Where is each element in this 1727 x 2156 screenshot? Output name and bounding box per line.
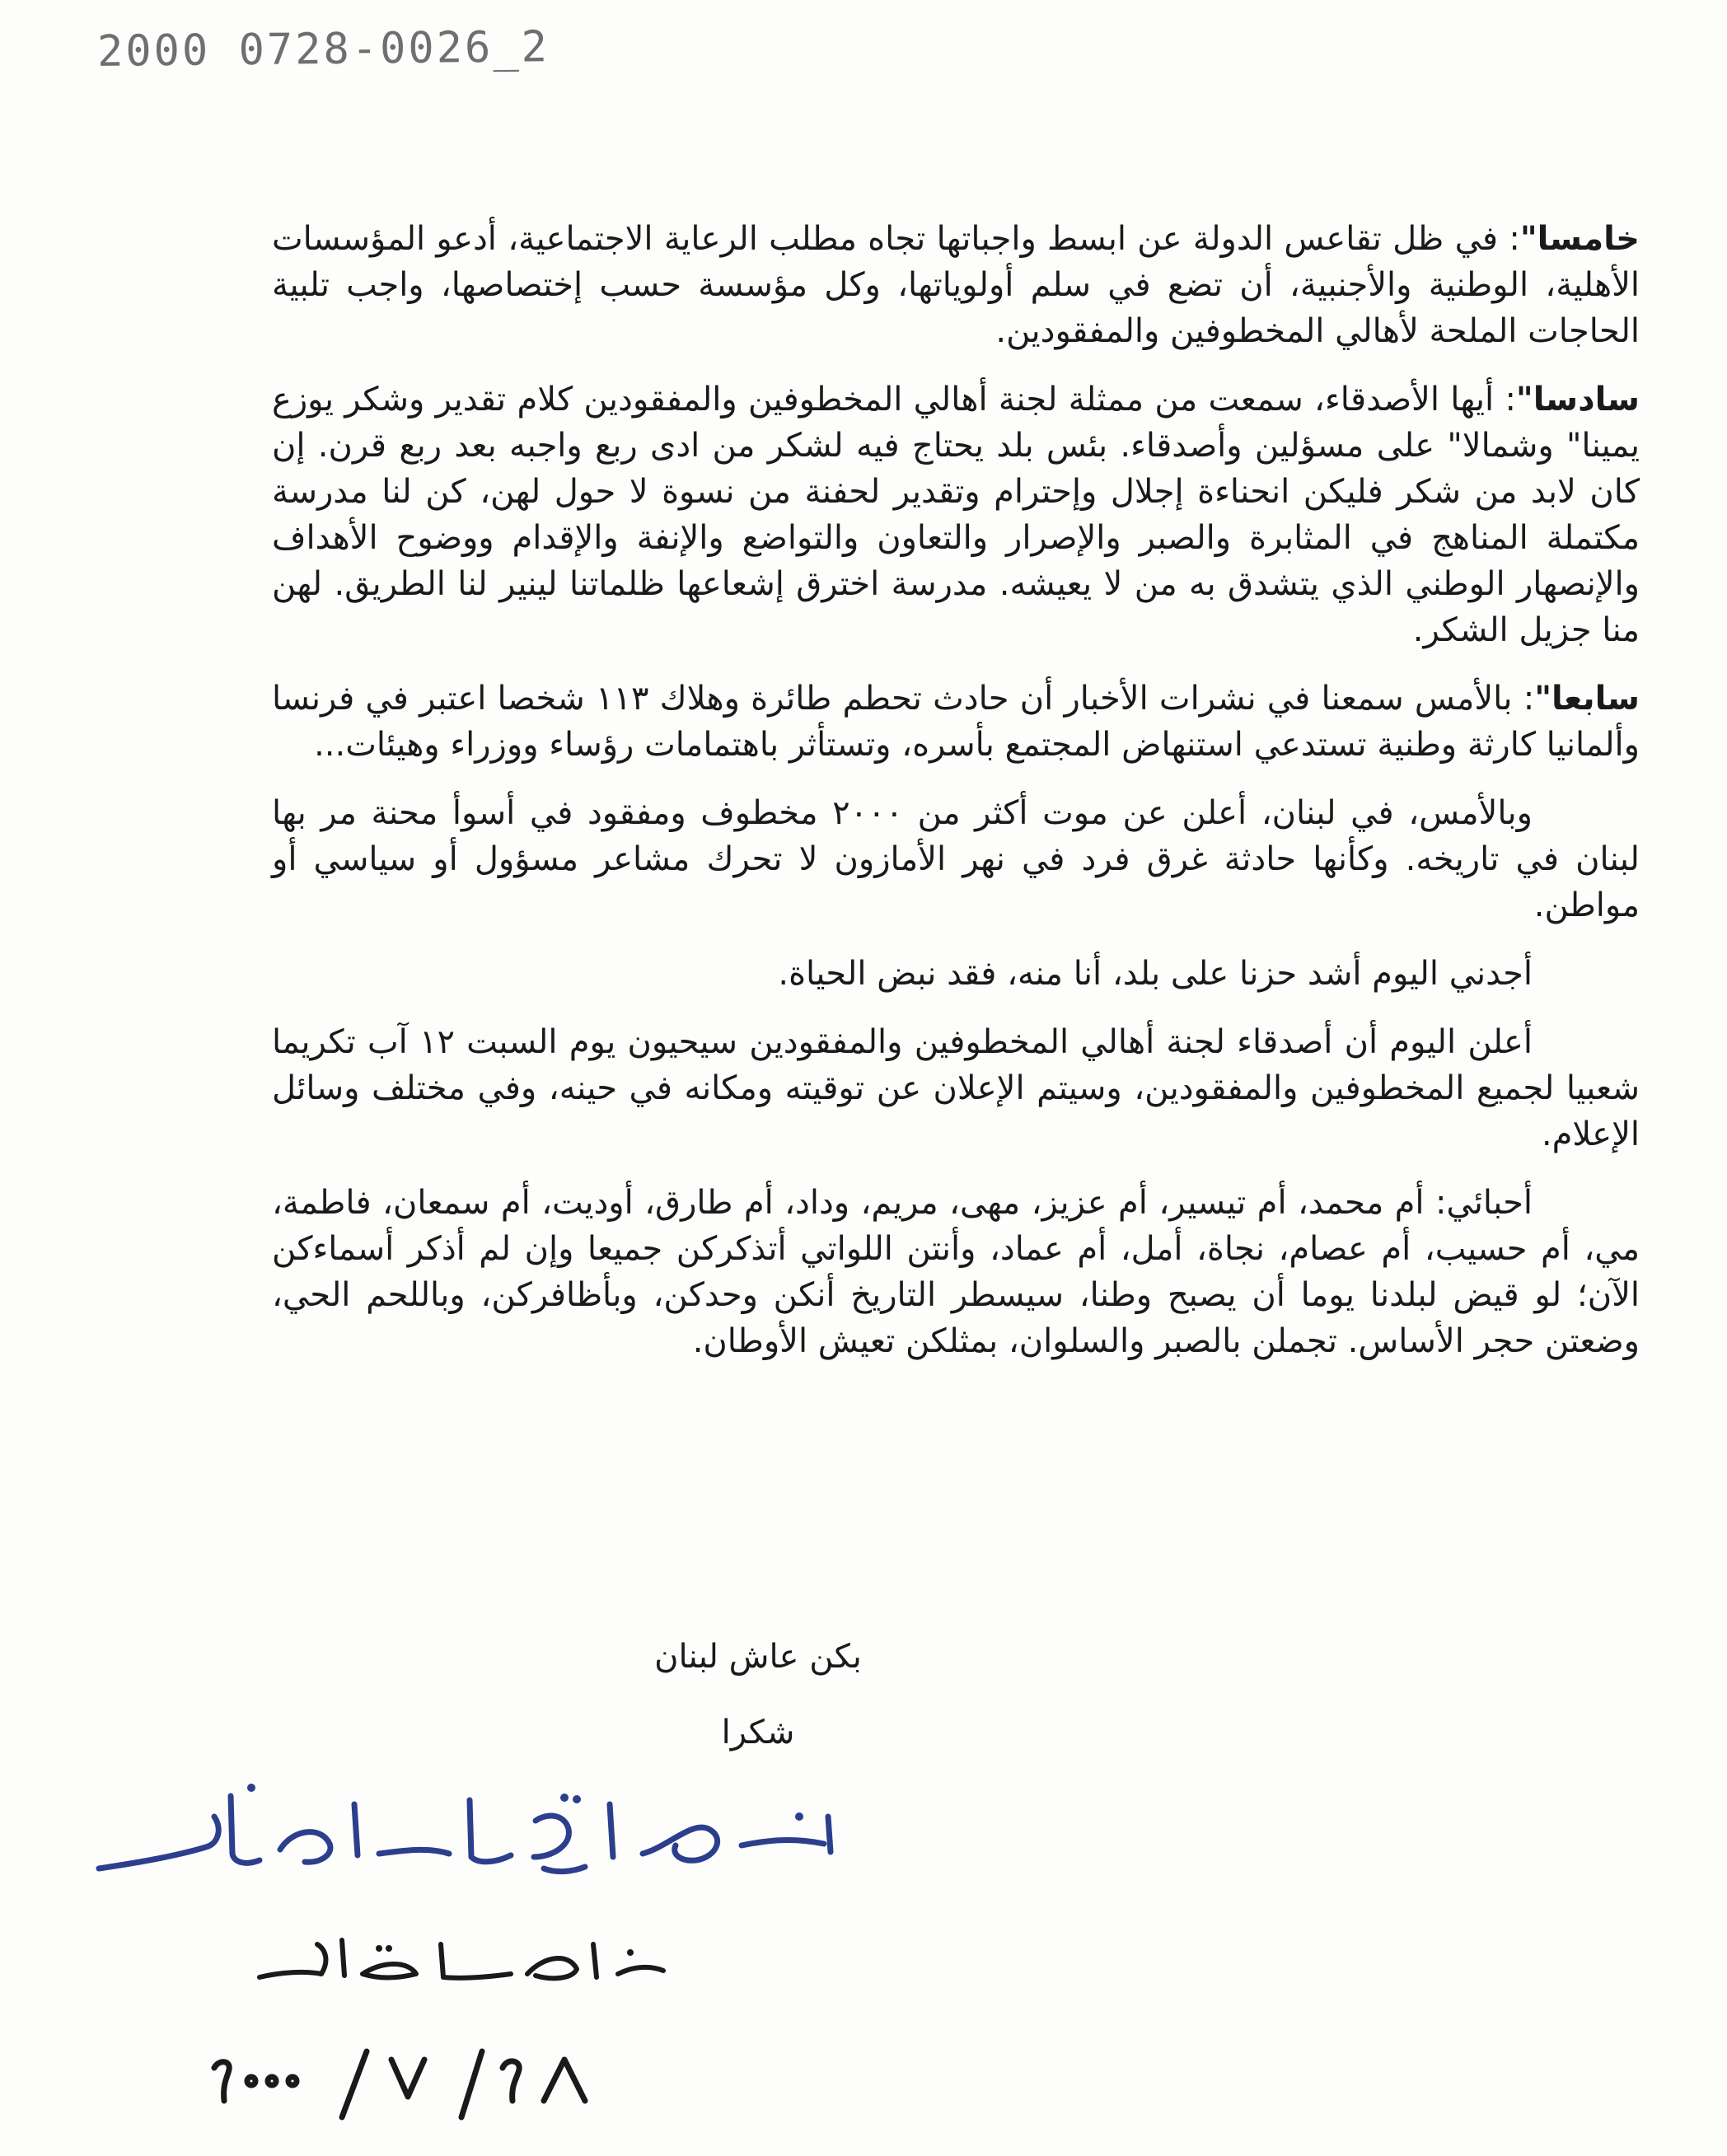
paragraph-sorrow (272, 951, 1640, 997)
paragraph-text: أجدني اليوم أشد حزنا على بلد، أنا منه، فقد نبض الحياة. (778, 955, 1533, 993)
paragraph-lebanon (272, 790, 1640, 928)
handwritten-syndicate-note (247, 1920, 676, 1994)
paragraph-text: وبالأمس، في لبنان، أعلن عن موت أكثر من ٢٠٠٠ مخطوف ومفقود في أسوأ محنة مر بها لبنان في تاريخه. وكأنها حادثة غرق فرد في نهر الأمازون لا تحرك مشاعر مسؤول أو سياسي أو مواطن. (272, 794, 1640, 924)
paragraph-fifth (272, 216, 1640, 354)
paragraph-text: : بالأمس سمعنا في نشرات الأخبار أن حادث تحطم طائرة وهلاك ١١٣ شخصا اعتبر في فرنسا وألمانيا كارثة وطنية تستدعي استنهاض المجتمع بأسره، وتستأثر باهتمامات رؤساء ووزراء وهيئات... (272, 680, 1640, 764)
handwritten-date (198, 2035, 626, 2134)
paragraph-sixth (272, 376, 1640, 653)
paragraph-text: : في ظل تقاعس الدولة عن ابسط واجباتها تجاه مطلب الرعاية الاجتماعية، أدعو المؤسسات الأهلية، الوطنية والأجنبية، أن تضع في سلم أولوياتها، وكل مؤسسة حسب إختصاصها، واجب تلبية الحاجات الملحة لأهالي المخطوفين والمفقودين. (272, 220, 1640, 350)
paragraph-seventh (272, 676, 1640, 768)
paragraph-text: أحبائي: أم محمد، أم تيسير، أم عزيز، مهى، مريم، وداد، أم طارق، أوديت، أم سمعان، فاطمة، مي، أم حسيب، أم عصام، نجاة، أمل، أم عماد، وأنتن اللواتي أتذكركن جميعا وإن لم أذكر أسماءكن الآن؛ لو قيض لبلدنا يوما أن يصبح وطنا، سيسطر التاريخ أنكن وحدكن، وبأظافركن، وباللحم الحي، وضعتن حجر الأساس. تجملن بالصبر والسلوان، بمثلكن تعيش الأوطان. (272, 1184, 1640, 1360)
paragraph-lead: سابعا" (1534, 680, 1640, 718)
paragraph-announcement (272, 1019, 1640, 1158)
paragraph-lead: سادسا" (1515, 381, 1640, 419)
letter-body (272, 216, 1640, 1387)
paragraph-dear-ones (272, 1180, 1640, 1364)
paragraph-text: : أيها الأصدقاء، سمعت من ممثلة لجنة أهالي المخطوفين والمفقودين كلام تقدير وشكر يوزع يمينا" وشمالا" على مسؤلين وأصدقاء. بئس بلد يحتاج فيه لشكر من ادى ربع واجبه بعد ربع قرن. إن كان لابد من شكر فليكن انحناءة إجلال وإحترام وتقدير لحفنة من نسوة لا حول لهن، كن لنا مدرسة مكتملة المناهج في المثابرة والصبر والإصرار والتعاون والتواضع والإنفة والإقدام ووضوح الأهداف والإنصهار الوطني الذي يتشدق به من لا يعيشه. مدرسة اخترق إشعاعها ظلماتنا لينير لنا الطريق. لهن منا جزيل الشكر. (272, 381, 1640, 649)
closing-line: بكن عاش لبنان (654, 1638, 862, 1676)
closing-thanks: شكرا (721, 1714, 795, 1751)
archive-id: 2000 0728-0026_2 (96, 22, 550, 77)
paragraph-lead: خامسا" (1519, 220, 1640, 258)
handwritten-signature (82, 1771, 873, 1895)
paragraph-text: أعلن اليوم أن أصدقاء لجنة أهالي المخطوفين والمفقودين سيحيون يوم السبت ١٢ آب تكريما شعبيا لجميع المخطوفين والمفقودين، وسيتم الإعلان عن توقيته ومكانه في حينه، وفي مختلف وسائل الإعلام. (272, 1023, 1640, 1153)
